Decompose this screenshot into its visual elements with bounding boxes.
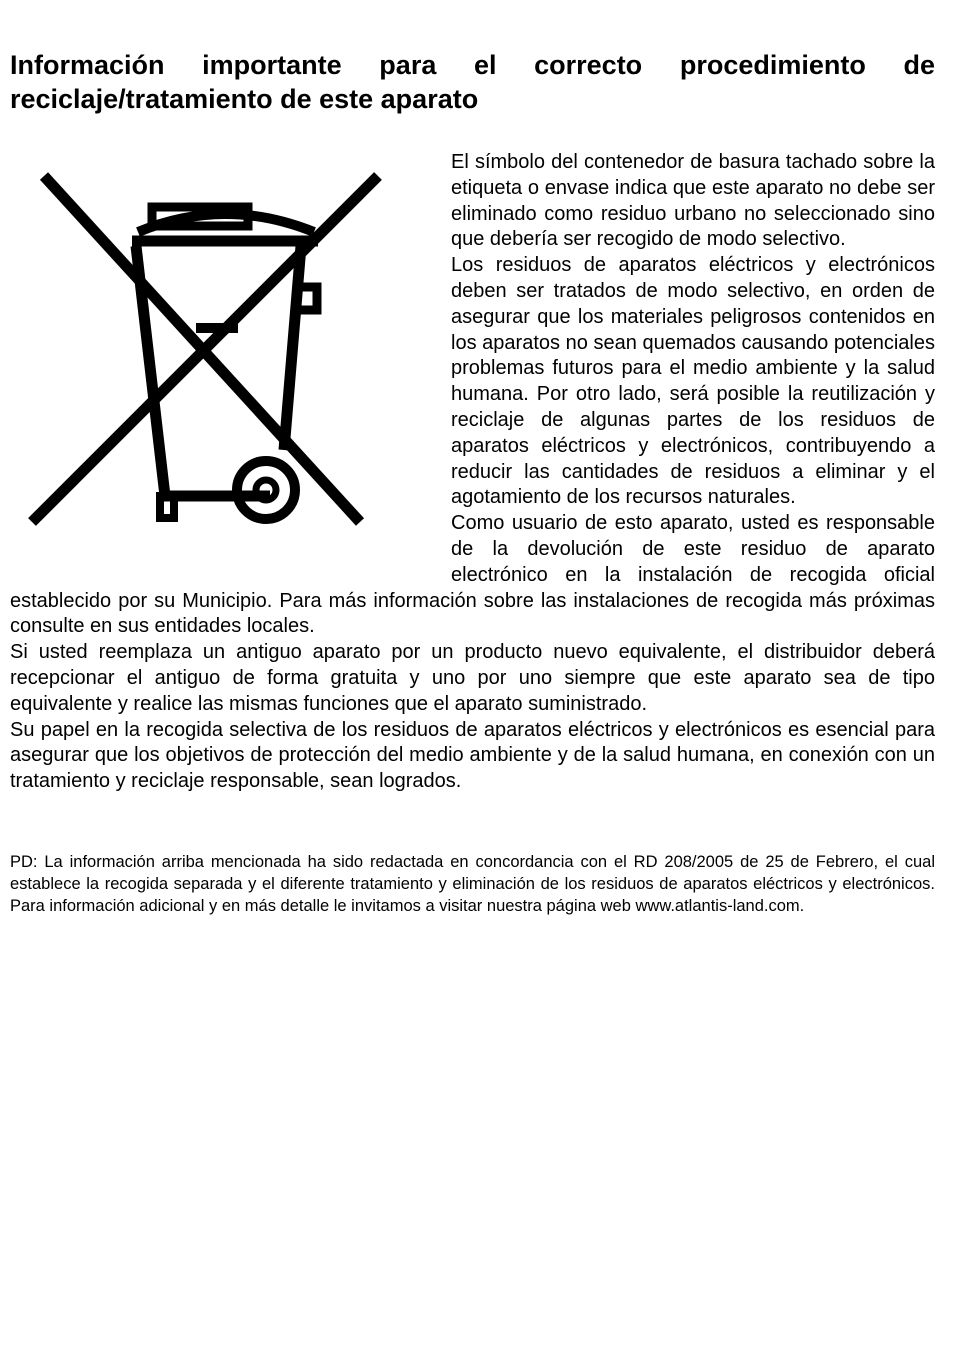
document-page xyxy=(10,48,935,933)
crossed-out-wheeled-bin-icon xyxy=(10,150,430,565)
paragraph-5: Su papel en la recogida selectiva de los residuos de aparatos eléctricos y electrónicos es esencial para asegurar que los objetivos de protección del medio ambiente y de la salud humana, en conexión con un tratamiento y reciclaje responsable, sean logrados. xyxy=(10,718,935,793)
paragraph-2: Los residuos de aparatos eléctricos y electrónicos deben ser tratados de modo selectivo, en orden de asegurar que los materiales peligrosos contenidos en los aparatos no sean quemados causando potenciales problemas futuros para el medio ambiente y la salud humana. Por otro lado, será posible la reutilización y reciclaje de algunas partes de los residuos de aparatos eléctricos y electrónicos, contribuyendo a reducir las cantidades de residuos a eliminar y el agotamiento de los recursos naturales. xyxy=(451,254,935,509)
document-title: Información importante para el correcto procedimiento de reciclaje/tratamiento de este aparato xyxy=(10,50,935,114)
paragraph-1: El símbolo del contenedor de basura tachado sobre la etiqueta o envase indica que este aparato no debe ser eliminado como residuo urbano no seleccionado sino que debería ser recogido de modo selectivo. xyxy=(451,151,935,251)
footnote: PD: La información arriba mencionada ha sido redactada en concordancia con el RD 208/2005 de 25 de Febrero, el cual establece la recogida separada y el diferente tratamiento y eliminación de los residuos de aparatos eléctricos y electrónicos. Para información adicional y en más detalle le invitamos a visitar nuestra página web www.atlantis-land.com. xyxy=(10,852,935,915)
document-body xyxy=(10,150,935,795)
paragraph-3: Como usuario de esto aparato, usted es responsable de la devolución de este residuo de aparato electrónico en la instalación de recogida oficial establecido por su Municipio. Para más información sobre las instalaciones de recogida más próximas consulte en sus entidades locales. xyxy=(10,512,935,638)
paragraph-4: Si usted reemplaza un antiguo aparato por un producto nuevo equivalente, el distribuidor deberá recepcionar el antiguo de forma gratuita y uno por uno siempre que este aparato sea de tipo equivalente y realice las mismas funciones que el aparato suministrado. xyxy=(10,641,935,715)
